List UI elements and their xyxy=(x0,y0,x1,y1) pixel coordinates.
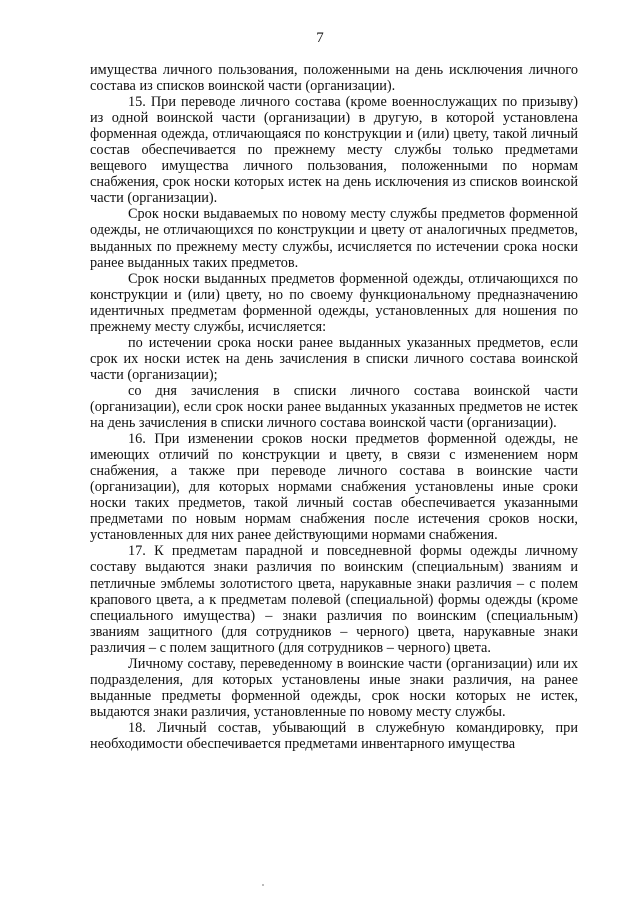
paragraph-wear-period-different: Срок носки выданных предметов форменной одежды, отличающихся по конструкции и (или) цвету, но по своему функциональному предназначению идентичных предметам форменной одежды, установленных для ношения по прежнему месту службы, исчисляется: xyxy=(90,270,578,335)
document-body xyxy=(90,62,578,752)
paragraph-item-16: 16. При изменении сроков носки предметов форменной одежды, не имеющих отличий по конструкции и цвету, в связи с изменением норм снабжения, а также при переводе личного состава в воинские части (организации), для которых нормами снабжения установлены иные сроки носки таких предметов, такой личный состав обеспечивается указанными предметами по новым нормам снабжения после истечения сроков носки, установленных для них ранее действующими нормами снабжения. xyxy=(90,431,578,544)
paragraph-item-18: 18. Личный состав, убывающий в служебную командировку, при необходимости обеспечивается предметами инвентарного имущества xyxy=(90,719,578,752)
paragraph-item-15: 15. При переводе личного состава (кроме военнослужащих по призыву) из одной воинской части (организации) в другую, в которой установлена форменная одежда, отличающаяся по конструкции и (или) цвету, такой личный состав обеспечивается по прежнему месту службы только предметами вещевого имущества личного пользования, положенными по нормам снабжения, срок носки которых истек на день исключения из списков воинской части (организации). xyxy=(90,94,578,207)
page-number: 7 xyxy=(316,30,324,46)
paragraph-condition-not-expired: со дня зачисления в списки личного состава воинской части (организации), если срок носки ранее выданных указанных предметов не истек на день зачисления в списки личного состава воинской части (организации). xyxy=(90,382,578,432)
scan-speck xyxy=(262,884,264,886)
paragraph-insignia-transfer: Личному составу, переведенному в воинские части (организации) или их подразделения, для которых установлены иные знаки различия, на ранее выданные предметы форменной одежды, срок носки которых не истек, выдаются знаки различия, установленные по новому месту службы. xyxy=(90,655,578,720)
paragraph-continuation: имущества личного пользования, положенными на день исключения личного состава из списков воинской части (организации). xyxy=(90,62,578,95)
paragraph-wear-period-new-place: Срок носки выдаваемых по новому месту службы предметов форменной одежды, не отличающихся по конструкции и цвету от аналогичных предметов, выданных по прежнему месту службы, исчисляется по истечении срока носки ранее выданных таких предметов. xyxy=(90,206,578,271)
paragraph-item-17: 17. К предметам парадной и повседневной формы одежды личному составу выдаются знаки различия по воинским (специальным) званиям и петличные эмблемы золотистого цвета, нарукавные знаки различия – с полем крапового цвета, а к предметам полевой (специальной) формы одежды (кроме специального имущества) – знаки различия по воинским (специальным) званиям защитного (для сотрудников – черного) цвета, нарукавные знаки различия – с полем защитного (для сотрудников – черного) цвета. xyxy=(90,543,578,656)
paragraph-condition-expired: по истечении срока носки ранее выданных указанных предметов, если срок их носки истек на день зачисления в списки личного состава воинской части (организации); xyxy=(90,334,578,383)
